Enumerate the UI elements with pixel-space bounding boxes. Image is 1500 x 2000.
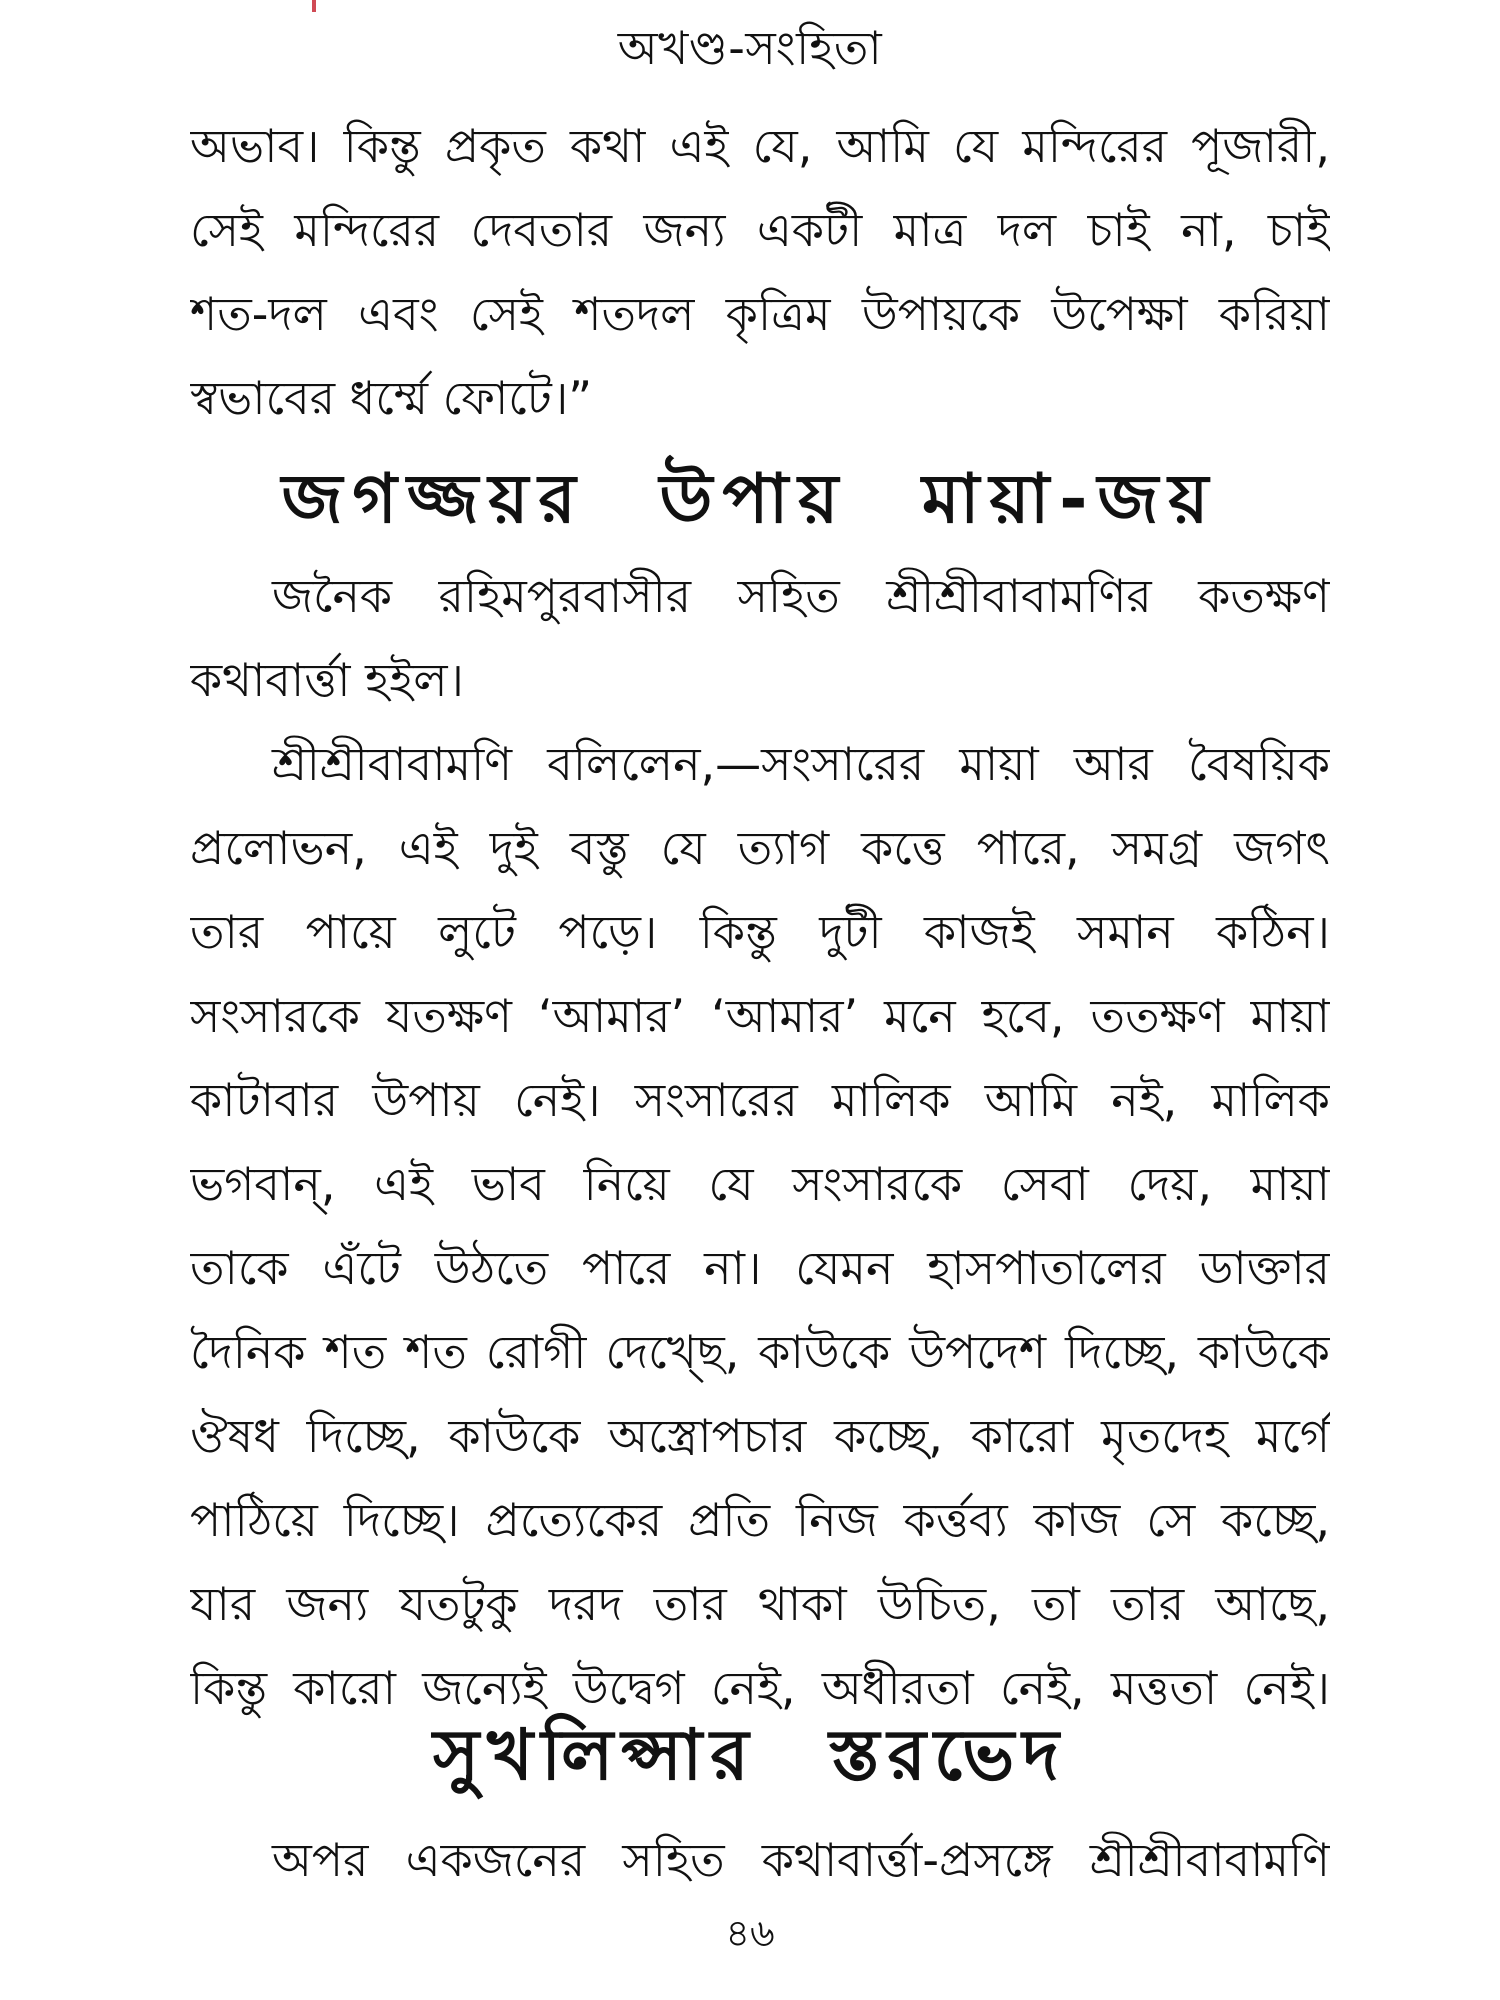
- paragraph-opening: [190, 1818, 1330, 1902]
- text-line: ভগবান্, এই ভাব নিয়ে যে সংসারকে সেবা দেয়, মায়া: [190, 1157, 1330, 1211]
- text-line: পাঠিয়ে দিচ্ছে। প্রত্যেকের প্রতি নিজ কর্ত্তব্য কাজ সে কচ্ছে,: [190, 1493, 1330, 1547]
- text-line: কথাবার্ত্তা হইল।: [190, 653, 464, 707]
- text-line: দৈনিক শত শত রোগী দেখ্ছে, কাউকে উপদেশ দিচ্ছে, কাউকে: [190, 1325, 1330, 1379]
- text-line: শত-দল এবং সেই শতদল কৃত্রিম উপায়কে উপেক্ষা করিয়া: [190, 287, 1330, 341]
- ink-mark: [312, 0, 316, 12]
- text-line: জনৈক রহিমপুরবাসীর সহিত শ্রীশ্রীবাবামণির কতক্ষণ: [272, 569, 1330, 623]
- text-line: তার পায়ে লুটে পড়ে। কিন্তু দুটী কাজই সমান কঠিন।: [190, 905, 1330, 959]
- text-line: স্বভাবের ধর্ম্মে ফোটে।”: [190, 371, 593, 425]
- text-line: কাটাবার উপায় নেই। সংসারের মালিক আমি নই, মালিক: [190, 1073, 1330, 1127]
- paragraph-intro: [190, 554, 1330, 722]
- text-line: ঔষধ দিচ্ছে, কাউকে অস্ত্রোপচার কচ্ছে, কারো মৃতদেহ মর্গে: [190, 1409, 1330, 1463]
- text-line: যার জন্য যতটুকু দরদ তার থাকা উচিত, তা তার আছে,: [190, 1577, 1330, 1631]
- text-line: তাকে এঁটে উঠতে পারে না। যেমন হাসপাতালের ডাক্তার: [190, 1241, 1330, 1295]
- paragraph-discourse: [190, 722, 1330, 1730]
- text-line: অপর একজনের সহিত কথাবার্ত্তা-প্রসঙ্গে শ্রীশ্রীবাবামণি: [272, 1833, 1330, 1887]
- text-line: সংসারকে যতক্ষণ ‘আমার’ ‘আমার’ মনে হবে, ততক্ষণ মায়া: [190, 989, 1330, 1043]
- running-header: অখণ্ড-সংহিতা: [617, 21, 883, 75]
- text-line: প্রলোভন, এই দুই বস্তু যে ত্যাগ কত্তে পারে, সমগ্র জগৎ: [190, 821, 1330, 875]
- text-line: কিন্তু কারো জন্যেই উদ্বেগ নেই, অধীরতা নেই, মত্ততা নেই।: [190, 1661, 1330, 1715]
- text-line: শ্রীশ্রীবাবামণি বলিলেন,—সংসারের মায়া আর বৈষয়িক: [272, 737, 1330, 791]
- section-heading: সুখলিপ্সার স্তরভেদ: [432, 1714, 1068, 1796]
- paragraph-continued: [190, 104, 1330, 440]
- text-line: অভাব। কিন্তু প্রকৃত কথা এই যে, আমি যে মন্দিরের পূজারী,: [190, 119, 1330, 173]
- section-heading: জগজ্জয়র উপায় মায়া-জয়: [281, 460, 1219, 539]
- text-line: সেই মন্দিরের দেবতার জন্য একটী মাত্র দল চাই না, চাই: [190, 203, 1330, 257]
- page-number: ৪৬: [725, 1911, 775, 1955]
